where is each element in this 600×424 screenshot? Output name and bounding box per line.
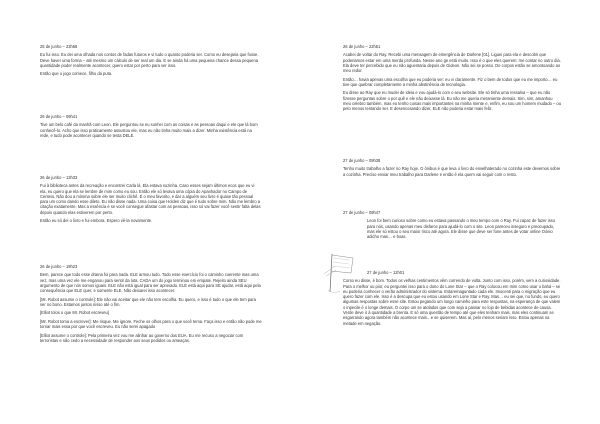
entry-paragraph: Acabei de voltar do Ray. Recebi uma mensagem de emergência de Darlene [01]. Liguei para ela e descobri que poderiamos estar em uma merda profunda. Nesse ano ge está muito. Isso é o que eles querem: me contar no outro dia. Ela deve ter percebido que eu não aguentaria depois de Gideon. Não sei se posso. De corpos estão se amontoando ao meu redor. [343,52,561,74]
journal-entry [343,270,561,329]
entry-date: 25 de junho – 23h58 [40,44,78,49]
entry-paragraph: Tive um belo café da manhã com Leon. Ele perguntou se eu sonhei com as coisas e as pessoas daqui e ele que lá bom conhecê-lo. Acho que isso praticamente assustou ele, mas eu não tinha muito mais a dizer. Minha existência está na rede, e tudo pode acontecer quando se testa DELE. [40,122,258,138]
journal-entry [343,44,561,115]
journal-entry [40,114,262,141]
entry-paragraph: Eu disse ao Ray que eu mudei de ideia e vou ajudá-lo com o seu website. Ele só tinha uma ressalva – que eu não fizesse perguntas sobre o por quê e ele não deixasse lá. Eu não me queria meramente demais. Sim, sim, amanhou meu celebro também, mas eu tenho coisas mais importantes na minha mente e, enfim, eu sou um homem mudado – ou pelo menos tentando ser. E desencosando dizer, ELE não poderia estar mais feliz. [343,90,561,112]
entry-date: 27 de junho – 09h47 [343,210,381,215]
entry-paragraph: Bem, parece que todo esse drama foi para nada. ELE armou tudo. Todo esse exercício foi o caminho coerente mas uma vez, mas uma vez ele me enganou para sentir da luta. CADA um do jogo terminou em empate. Rejeito ainda SEU argumento de que nós somos iguais. ELE não está igual para ser aprovado. ELE está aqui para SE ajudar, está aqui pela consequência que ELE quer, e somente ELE. Não deixarei isso acontecer. [40,272,261,294]
entry-date: 26 de junho – 19h23 [40,264,78,269]
entry-date: 27 de junho – 12h01 [367,270,405,275]
journal-entry [40,175,262,227]
entry-paragraph: Leon foi bem curioso sobre como eu estava passando o meu tempo com o Ray. Fui capaz de fazer isso para nós, usando apenas meu disfarce para ajudá-lo com o site. Leon pareceu inseguro e preocupado, mas ele só estou o seu maior risco até agora. Ele disse que deve ser fone antes de votar online Oóeio adicho mas… e boas. [367,218,556,240]
journal-entry [40,264,262,347]
journal-entry [343,158,561,180]
entry-paragraph: Corso eu disse, é bom. Todos os velhas centimentos vêm correndo de volta. Junto com isso, porém, vem a curiosidade. Para o melhor ou pior, eu perguntei isso para o dono do Lone Star – que o Ray colocou em mim como usar o bahá – se eu poderia conhecer o verão administrador do sistema. Estaremaguntado cada ele. Imocenti para o migração que eu quero fazer com ele. Isso é a descupa que eu estou usando em Lone Star e Ray. Mas… eu sei que, no fundo, eu quero algumas respostas sobre esse site. Estou pegando um longo caminho para este respostas, na esperança de que valem o inpecile é o longe demais. O corpo um se atolados que com seja a passar no lojo de bebidas acontece de causa. Verde deve ir à quantidade a brenta. E só uma questão de tempo até que eles tenham mais, mas eles continuam se esgarrando agora também não acontece mais…e se quiserem. Mas aí, pelo menos seriam isso. Estou apenas na metade em negação. [343,278,561,326]
entry-paragraph: [Elliot assume o controle]: Pela primeira vez vou me alinhar ao governo dos EUA. Eu me recuso a negociar com terroristas e não cedo a necessidade de responder aos seus pedidos ou ameaças. [40,332,244,344]
entry-paragraph: Então eu só dei o livro e fui embora. Espero vê-la novamente. [40,218,153,224]
entry-paragraph: Eu fui isso. Eu dei uma olhada nos contos de fadas futuros e vi tudo o quanto poderia ser. Como eu desejaria que fosse. Deve haver uma forma – até mesmo um cálculo de ser real um dia. E se ainda há uma pequena chance dessa pequena quantidade poder realmente acontecer, quero estar por perto para ver isso. [40,52,259,68]
entry-paragraph: Tenho muito trabalho a fazer no Ray hoje. O ônibus é que leva o livro do envelhaterado no cozinha este devemos sobre a cozinha. Preciso enviar meu trabalho para Darlene e então é ela quem vai seguir com o resto. [343,166,561,177]
journal-entry [343,210,561,243]
right-page [300,0,600,424]
entry-paragraph: Então que o jogo comece, filho da puta. [40,71,113,77]
entry-paragraph: Fui à biblioteca antes da recreação e encontrei Carla lá. Ela estava sozinha. Caso esses sejam últimos ecos que eu vi ela, eu quero que ela se lembre de mim como eu sou. Então ele só levava uma cópia do Apanhador no Campo de Centeio. Não dou a mínima sobre ele ser muito clichê. É o meu favorito, e dar a alguém seu livro é quase tão pessoal para um como dando esse dileto. Eu não disse nada. Uma coisa que Holden diz que é tudo sobre mim. Não me lembro a citação exatamente. Mas a essência é se você consegue afastar com as pessoas, isso só vai fazer você sentir falta delas depois quando elas estiverem por perto. [40,183,261,215]
entry-paragraph: [Mr. Robot assume o controle]: Ele não vai aceitar que ele não tem escolha. Eu quero, e isso é tudo o que ele tem para ser no bono. Estamos juntos nisso até o fim. [40,296,256,307]
entry-date: 26 de junho – 13h33 [40,175,78,180]
flag-sketch-icon [320,246,366,296]
entry-paragraph: [Mr. Robot toma a escrever]: Me risque. Me ignore. Feche os olhos para o que você tema. Faça isso e então não pode me tornar mais essa por que você escreveu. Eu não serei apagado [40,318,262,330]
journal-entry [40,44,262,80]
entry-paragraph: [Elliot tolos o que Mr. Robot escreveu] [40,310,109,316]
entry-date: 27 de junho – 09h38 [343,158,381,163]
entry-date: 26 de junho – 09h41 [40,114,78,119]
entry-date: 26 de junho – 22h51 [343,44,381,49]
entry-paragraph: Então… havia apenas uma escolha que eu poderia ver: eu vi claramente. Fiz o bem de todos que eu me importo… eu tive que quebrar completamente a minha abstinência de tecnologia. [343,76,558,87]
